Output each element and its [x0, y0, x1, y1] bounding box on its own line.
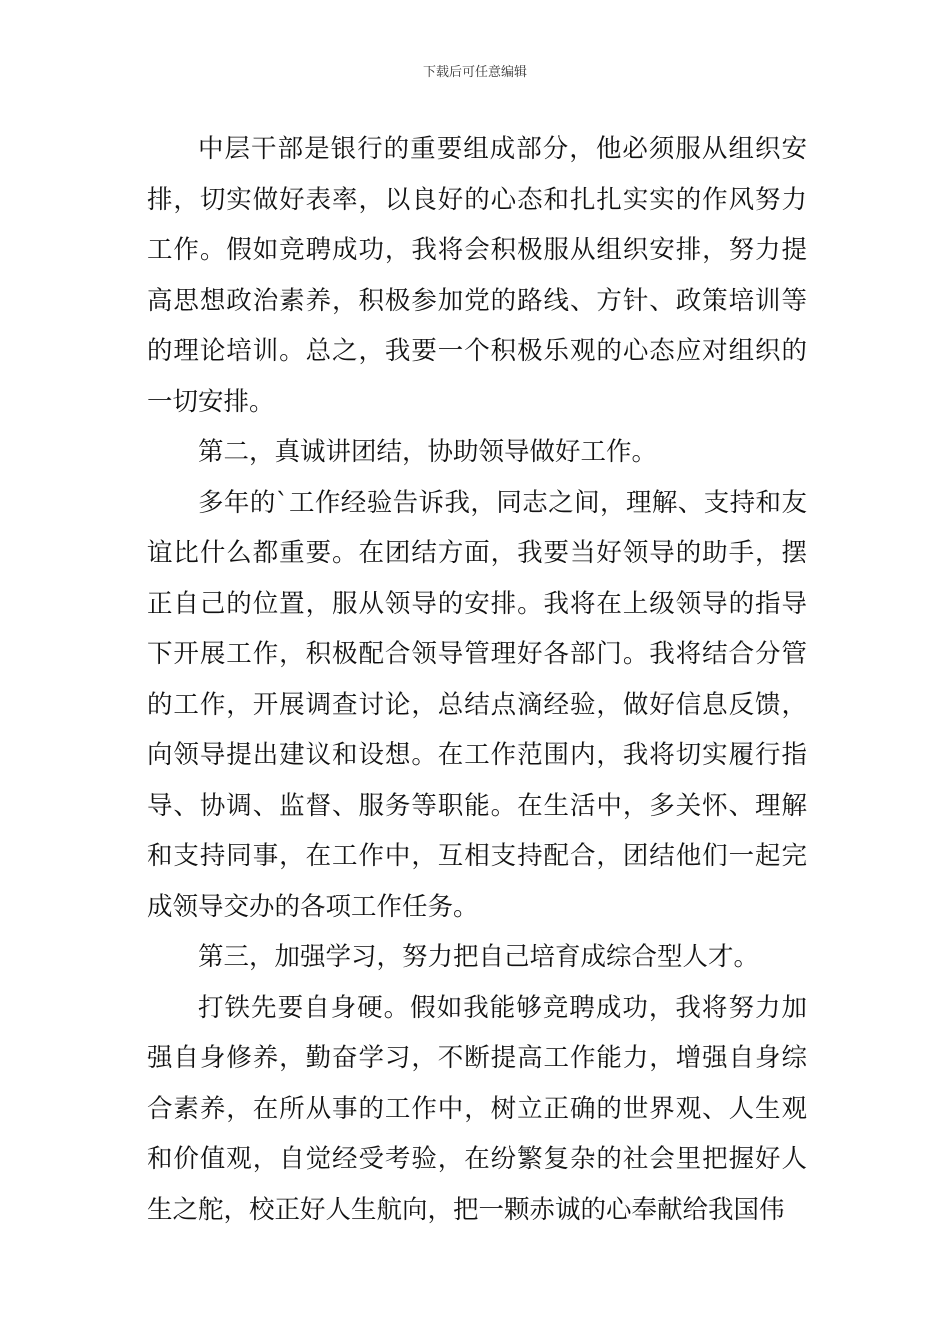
paragraph-teamwork: 多年的`工作经验告诉我，同志之间，理解、支持和友谊比什么都重要。在团结方面，我要当好领导的助手，摆正自己的位置，服从领导的安排。我将在上级领导的指导下开展工作，积极配合领导管理好各部门。我将结合分管的工作，开展调查讨论，总结点滴经验，做好信息反馈，向领导提出建议和设想。在工作范围内，我将切实履行指导、协调、监督、服务等职能。在生活中，多关怀、理解和支持同事，在工作中，互相支持配合，团结他们一起完成领导交办的各项工作任务。 [147, 487, 807, 922]
paragraph-heading-second: 第二，真诚讲团结，协助领导做好工作。 [198, 437, 658, 467]
paragraph-self-study: 打铁先要自身硬。假如我能够竞聘成功，我将努力加强自身修养，勤奋学习，不断提高工作能力，增强自身综合素养，在所从事的工作中，树立正确的世界观、人生观和价值观，自觉经受考验，在纷繁复杂的社会里把握好人生之舵，校正好人生航向，把一颗赤诚的心奉献给我国伟 [147, 992, 807, 1225]
document-body [147, 124, 807, 1235]
paragraph-heading-third: 第三，加强学习，努力把自己培育成综合型人才。 [198, 942, 760, 972]
page-header: 下载后可任意编辑 [422, 65, 527, 80]
paragraph-middle-cadres: 中层干部是银行的重要组成部分，他必须服从组织安排，切实做好表率，以良好的心态和扎扎实实的作风努力工作。假如竞聘成功，我将会积极服从组织安排，努力提高思想政治素养，积极参加党的路线、方针、政策培训等的理论培训。总之，我要一个积极乐观的心态应对组织的一切安排。 [147, 134, 807, 417]
